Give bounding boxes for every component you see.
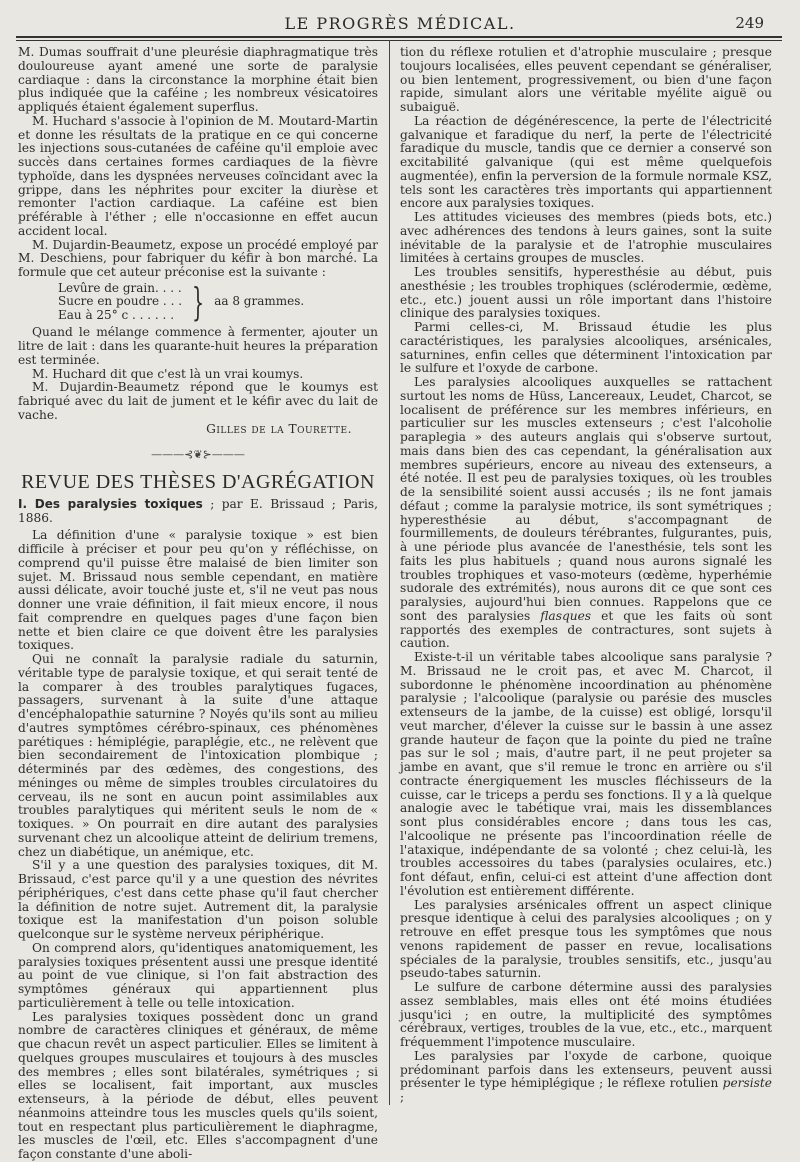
paragraph: M. Dujardin-Beaumetz, expose un procédé employé par M. Deschiens, pour fabriquer du kéfir à bon marché. La formule que cet auteur préconise est la suivante : bbox=[18, 237, 378, 279]
text-run: ; bbox=[400, 1090, 405, 1104]
page-number: 249 bbox=[735, 14, 764, 32]
recipe-line: Sucre en poudre . . . bbox=[58, 294, 183, 309]
ornament-divider: ———⊰❦⊱——— bbox=[151, 448, 245, 462]
recipe-brace: } bbox=[192, 280, 205, 324]
recipe-ingredients bbox=[58, 282, 182, 323]
paragraph: S'il y a une question des paralysies toxiques, dit M. Brissaud, c'est parce qu'il y a une question des névrites périphériques, c'est dans cette phase qu'il faut chercher la définition de notre sujet. Autrement dit, la paralysie toxique est la manifestation d'un poison soluble quelconque sur le système nerveux périphérique. bbox=[18, 858, 378, 941]
paragraph: Quand le mélange commence à fermenter, ajouter un litre de lait : dans les quarante-huit heures la préparation est terminée. bbox=[18, 325, 378, 367]
recipe-line: Levûre de grain. . . . bbox=[58, 280, 182, 295]
paragraph: La définition d'une « paralysie toxique » est bien difficile à préciser et pour peu qu'on y réfléchisse, on comprend qu'il puisse être malaisé de bien limiter son sujet. M. Brissaud nous semble cependant, en matière aussi délicate, avoir touché juste et, s'il ne veut pas nous donner une vraie définition, il fait mieux encore, il nous fait comprendre en quelques pages d'une façon bien nette et bien claire ce que doivent être les paralysies toxiques. bbox=[18, 528, 378, 653]
text-run: Les paralysies par l'oxyde de carbone, quoique prédominant parfois dans les extenseurs, peuvent aussi présenter le type hémiplégique ; le réflexe rotulien bbox=[400, 1048, 772, 1091]
paragraph: M. Dujardin-Beaumetz répond que le koumys est fabriqué avec du lait de jument et le kéfir avec du lait de vache. bbox=[18, 380, 378, 422]
recipe-amount: aa 8 grammes. bbox=[214, 294, 305, 309]
paragraph: On comprend alors, qu'identiques anatomiquement, les paralysies toxiques présentent aussi une presque identité au point de vue clinique, si l'on fait abstraction des symptômes généraux qui appartiennent plus particulièrement à telle ou telle intoxication. bbox=[18, 940, 378, 1010]
paragraph: Les paralysies arsénicales offrent un aspect clinique presque identique à celui des paralysies alcooliques ; on y retrouve en effet presque tous les symptômes que nous venons rapidement de passer en revue, localisations spéciales de la paralysie, troubles sensitifs, etc., jusqu'au pseudo-tabes saturnin. bbox=[400, 897, 772, 981]
signature: Gilles de la Tourette. bbox=[206, 421, 352, 436]
paragraph: M. Huchard dit que c'est là un vrai koumys. bbox=[32, 366, 304, 381]
paragraph: tion du réflexe rotulien et d'atrophie musculaire ; presque toujours localisées, elles peuvent cependant se généraliser, ou bien lentement, progressivement, ou bien d'une façon rapide, simulant alors une véritable myélite aiguë ou subaiguë. bbox=[400, 45, 772, 114]
thesis-author: ; par E. Brissaud ; Paris, 1886. bbox=[18, 496, 378, 525]
left-column bbox=[18, 46, 378, 1162]
paragraph: Les attitudes vicieuses des membres (pieds bots, etc.) avec adhérences des tendons à leurs gaines, sont la suite inévitable de la paralysie et de l'atrophie musculaires limitées à certains groupes de muscles. bbox=[400, 210, 772, 266]
thesis-heading bbox=[18, 498, 378, 526]
header-rule bbox=[16, 36, 782, 41]
text-run: Les paralysies alcooliques auxquelles se rattachent surtout les noms de Hüss, Lancereaux, Leudet, Charcot, se localisent de préférence sur les membres inférieurs, en particulier sur les muscles extenseurs ; c'est l'alcoholie paraplegia » des auteurs anglais qui s'observe surtout, mais dans bien des cas cependant, la généralisation aux membres supérieurs, encore au niveau des extenseurs, a été notée. Il est peu de paralysies toxiques, où les troubles de la sensibilité soient aussi accusés ; ils ne font jamais défaut ; comme la paralysie motrice, ils sont symétriques ; hyperesthésie au début, s'accompagnant de fourmillements, de douleurs térébrantes, fulgurantes, puis, à une période plus avancée de l'anesthésie, tels sont les faits les plus habituels ; quand nous aurons signalé les troubles trophiques et vaso-moteurs (œdème, hyperhémie sudorale des extrémités), nous aurons dit ce que sont ces paralysies, aujourd'hui bien connues. Rappelons que ce sont des paralysies bbox=[400, 375, 772, 623]
column-divider bbox=[389, 40, 390, 1105]
paragraph: Parmi celles-ci, M. Brissaud étudie les plus caractéristiques, les paralysies alcooliques, arsénicales, saturnines, enfin celles que déterminent l'intoxication par le sulfure et l'oxyde de carbone. bbox=[400, 320, 772, 376]
italic-word: flasques bbox=[540, 608, 592, 623]
italic-word: persiste bbox=[722, 1076, 772, 1091]
recipe-block bbox=[58, 282, 378, 323]
paragraph: Les troubles sensitifs, hyperesthésie au début, puis anesthésie ; les troubles trophiques (sclérodermie, œdème, etc., etc.) jouent aussi un rôle important dans l'histoire clinique des paralysies toxiques. bbox=[400, 265, 772, 321]
paragraph: M. Huchard s'associe à l'opinion de M. Moutard-Martin et donne les résultats de la pratique en ce qui concerne les injections sous-cutanées de caféine qu'il emploie avec succès dans certaines formes cardiaques de la fièvre typhoïde, dans les dyspnées nerveuses coïncidant avec la grippe, dans les néphrites pour exciter la diurèse et remonter l'action cardiaque. La caféine est bien préférable à l'éther ; elle n'occasionne en effet aucun accident local. bbox=[18, 113, 378, 238]
running-title: LE PROGRÈS MÉDICAL. bbox=[284, 14, 516, 33]
paragraph bbox=[400, 376, 772, 651]
text-run: et que les faits où sont rapportés des exemples de contractures, sont sujets à caution. bbox=[400, 608, 773, 651]
paragraph: M. Dumas souffrait d'une pleurésie diaphragmatique très douloureuse ayant amené une sorte de paralysie cardiaque : dans la circonstance la morphine était bien plus indiquée que la caféine ; les nombreux vésicatoires appliqués étaient également superflus. bbox=[18, 45, 378, 114]
paragraph: Existe-t-il un véritable tabes alcoolique sans paralysie ? M. Brissaud ne le croit pas, et avec M. Charcot, il subordonne le phénomène incoordination au phénomène paralysie ; l'alcoolique (paralysie ou parésie des muscles extenseurs de la jambe, de la cuisse) est obligé, lorsqu'il veut marcher, d'élever la cuisse sur le bassin à une assez grande hauteur de façon que la pointe du pied ne traîne pas sur le sol ; mais, d'autre part, il ne peut projeter sa jambe en avant, que s'il remue le tronc en arrière ou s'il contracte énergiquement les muscles fléchisseurs de la cuisse, car le triceps a perdu ses fonctions. Il y a là quelque analogie avec le tabétique vrai, mais les dissemblances sont plus considérables encore ; dans tous les cas, l'alcoolique ne présente pas l'incoordination réelle de l'ataxique, indépendante de sa volonté ; chez celui-là, les troubles accessoires du tabes (paralysies oculaires, etc.) font défaut, enfin, celui-ci est atteint d'une affection dont l'évolution est entièrement différente. bbox=[400, 650, 772, 898]
recipe-line: Eau à 25° c . . . . . . bbox=[58, 307, 175, 322]
paragraph: Qui ne connaît la paralysie radiale du saturnin, véritable type de paralysie toxique, et qui serait tenté de la comparer à des troubles paralytiques fugaces, passagers, survenant à la suite d'une attaque d'encéphalopathie saturnine ? Noyés qu'ils sont au milieu d'autres symptômes cérébro-spinaux, ces phénomènes parétiques : hémiplégie, paraplégie, etc., ne relèvent que bien secondairement de l'intoxication plombique ; déterminés par des œdèmes, des congestions, des méninges ou même de simples troubles circulatoires du cerveau, ils ne sont en aucun point assimilables aux troubles paralytiques qui méritent seuls le nom de « toxiques. » On pourrait en dire autant des paralysies survenant chez un alcoolique atteint de delirium tremens, chez un diabétique, un anémique, etc. bbox=[18, 652, 378, 859]
thesis-title: I. Des paralysies toxiques bbox=[18, 496, 203, 511]
section-title: REVUE DES THÈSES D'AGRÉGATION bbox=[21, 471, 375, 493]
right-column bbox=[400, 46, 772, 1105]
paragraph: Les paralysies toxiques possèdent donc un grand nombre de caractères cliniques et généraux, de même que chacun revêt un aspect particulier. Elles se limitent à quelques groupes musculaires et toujours à des muscles des membres ; elles sont bilatérales, symétriques ; si elles se localisent, fait important, aux muscles extenseurs, à la période de début, elles peuvent néanmoins atteindre tous les muscles quels qu'ils soient, tout en respectant plus particulièrement le diaphragme, les muscles de l'œil, etc. Elles s'accompagnent d'une façon constante d'une aboli- bbox=[18, 1009, 378, 1161]
page-header bbox=[0, 12, 800, 36]
paragraph: Le sulfure de carbone détermine aussi des paralysies assez semblables, mais elles ont été moins étudiées jusqu'ici ; en outre, la multiplicité des symptômes cérébraux, vertiges, troubles de la vue, etc., etc., marquent fréquemment l'impotence musculaire. bbox=[400, 980, 772, 1049]
paragraph: La réaction de dégénérescence, la perte de l'électricité galvanique et faradique du nerf, la perte de l'électricité faradique du muscle, tandis que ce dernier a conservé son excitabilité galvanique (qui est même quelquefois augmentée), enfin la perversion de la formule normale KSZ, tels sont les caractères très importants qui appartiennent encore aux paralysies toxiques. bbox=[400, 113, 772, 211]
paragraph bbox=[400, 1050, 772, 1105]
